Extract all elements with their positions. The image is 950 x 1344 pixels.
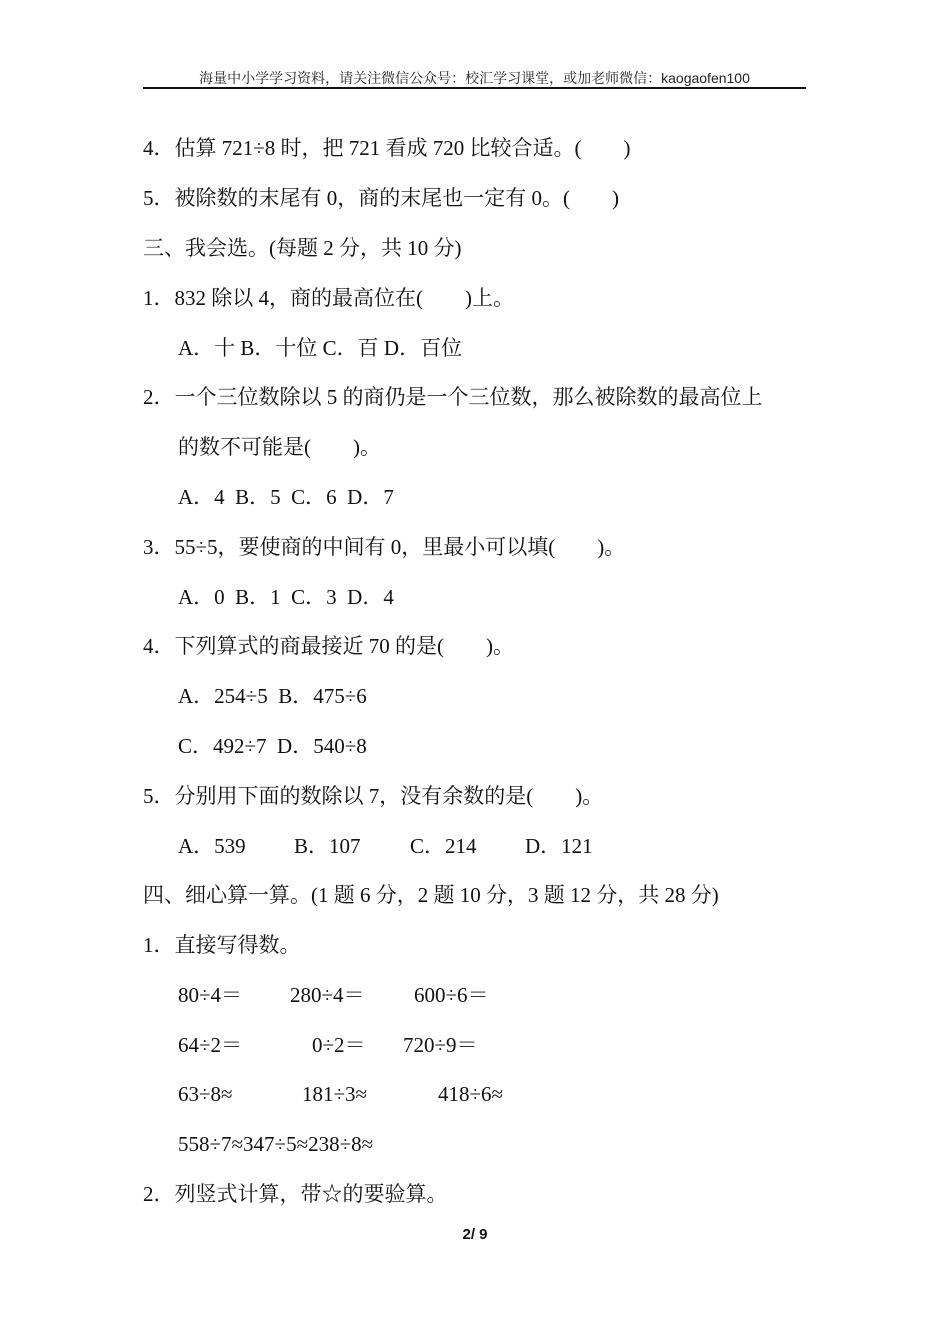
choice-question-5-option-c: C．214	[410, 834, 477, 858]
choice-question-3: 3．55÷5，要使商的中间有 0，里最小可以填( )。	[143, 535, 626, 559]
mental-math-item: 80÷4＝	[178, 983, 243, 1007]
estimate-item: 63÷8≈	[178, 1082, 233, 1106]
page-header: 海量中小学学习资料，请关注微信公众号：校汇学习课堂，或加老师微信：kaogaofen100	[199, 70, 750, 86]
choice-question-1: 1．832 除以 4，商的最高位在( )上。	[143, 286, 514, 310]
choice-question-4: 4．下列算式的商最接近 70 的是( )。	[143, 634, 514, 658]
estimate-row-4: 558÷7≈347÷5≈238÷8≈	[178, 1132, 374, 1156]
choice-question-3-options: A．0 B．1 C．3 D．4	[178, 585, 394, 609]
choice-question-5-option-d: D．121	[525, 834, 593, 858]
page-number: 2/ 9	[462, 1226, 488, 1243]
choice-question-1-options: A．十 B．十位 C．百 D．百位	[178, 336, 463, 360]
choice-question-5-option-a: A．539	[178, 834, 246, 858]
mental-math-item: 280÷4＝	[290, 983, 365, 1007]
calc-question-2: 2．列竖式计算，带☆的要验算。	[143, 1182, 448, 1206]
section-3-title: 三、我会选。(每题 2 分，共 10 分)	[143, 236, 462, 260]
choice-question-4-options-line1: A．254÷5 B．475÷6	[178, 684, 367, 708]
choice-question-5-option-b: B．107	[294, 834, 361, 858]
header-divider	[143, 87, 806, 89]
choice-question-2-line2: 的数不可能是( )。	[178, 435, 381, 459]
choice-question-2-line1: 2．一个三位数除以 5 的商仍是一个三位数，那么被除数的最高位上	[143, 385, 763, 409]
choice-question-4-options-line2: C．492÷7 D．540÷8	[178, 734, 367, 758]
mental-math-item: 0÷2＝	[312, 1033, 366, 1057]
estimate-item: 418÷6≈	[438, 1082, 504, 1106]
choice-question-2-options: A．4 B．5 C．6 D．7	[178, 485, 394, 509]
mental-math-item: 64÷2＝	[178, 1033, 243, 1057]
true-false-question-5: 5．被除数的末尾有 0，商的末尾也一定有 0。( )	[143, 186, 619, 210]
choice-question-5: 5．分别用下面的数除以 7，没有余数的是( )。	[143, 784, 604, 808]
section-4-title: 四、细心算一算。(1 题 6 分，2 题 10 分，3 题 12 分，共 28 分)	[143, 883, 719, 907]
mental-math-item: 720÷9＝	[403, 1033, 478, 1057]
true-false-question-4: 4．估算 721÷8 时，把 721 看成 720 比较合适。( )	[143, 136, 631, 160]
mental-math-item: 600÷6＝	[414, 983, 489, 1007]
estimate-item: 181÷3≈	[302, 1082, 368, 1106]
calc-question-1: 1．直接写得数。	[143, 933, 301, 957]
